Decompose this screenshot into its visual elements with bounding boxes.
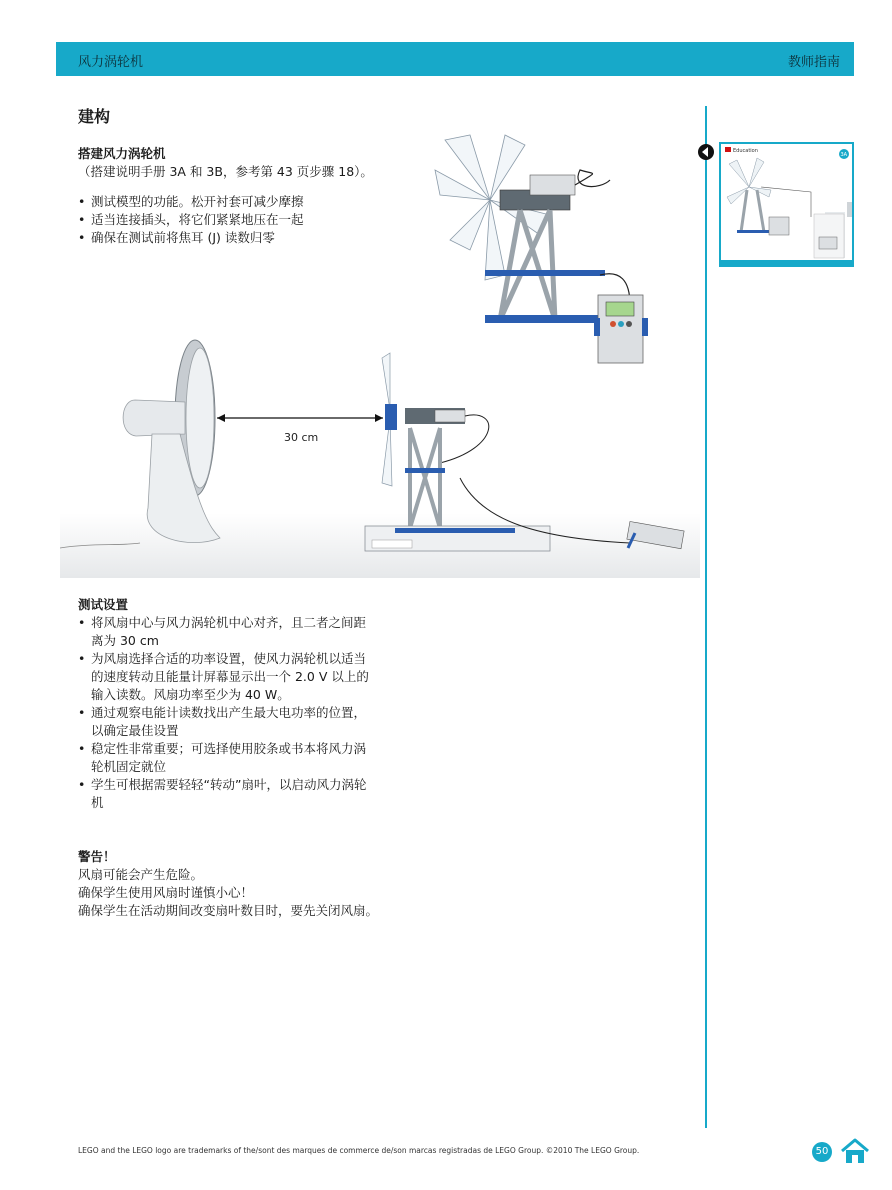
- distance-label: 30 cm: [284, 431, 319, 444]
- build-heading: 搭建风力涡轮机: [78, 146, 166, 161]
- test-setup-list: [78, 614, 378, 812]
- list-item: • 为风扇选择合适的功率设置，使风力涡轮机以适当的速度转动且能量计屏幕显示出一个 2.0 V 以上的输入读数。风扇功率至少为 40 W。: [78, 650, 378, 704]
- page-number: 50: [812, 1142, 832, 1162]
- list-item: • 学生可根据需要轻轻“转动”扇叶，以启动风力涡轮机: [78, 776, 378, 812]
- section-title: 建构: [78, 107, 111, 126]
- home-icon[interactable]: [840, 1137, 870, 1165]
- list-item: • 确保在测试前将焦耳 (J) 读数归零: [78, 229, 398, 247]
- test-setup-illustration: [60, 338, 700, 588]
- turbine-build-illustration: [430, 130, 670, 370]
- header-title: 风力涡轮机: [78, 55, 144, 70]
- test-setup-section: [78, 596, 378, 812]
- list-item: • 测试模型的功能。松开衬套可减少摩擦: [78, 193, 398, 211]
- instructions-thumbnail[interactable]: [719, 142, 854, 267]
- list-item: • 适当连接插头，将它们紧紧地压在一起: [78, 211, 398, 229]
- thumbnail-brand: Education: [733, 148, 758, 154]
- build-section: [78, 145, 398, 247]
- thumbnail-graphic: [719, 142, 854, 267]
- warning-heading: 警告！: [78, 849, 116, 864]
- list-item: • 通过观察电能计读数找出产生最大电功率的位置，以确定最佳设置: [78, 704, 378, 740]
- build-list: [78, 193, 398, 247]
- build-subtext: （搭建说明手册 3A 和 3B，参考第 43 页步骤 18）。: [78, 164, 373, 179]
- warning-line: 风扇可能会产生危险。: [78, 867, 204, 882]
- footer-legal: LEGO and the LEGO logo are trademarks of the/sont des marques de commerce de/son marcas registradas de LEGO Group. ©2010 The LEGO Group.: [78, 1146, 640, 1155]
- list-item: • 稳定性非常重要；可选择使用胶条或书本将风力涡轮机固定就位: [78, 740, 378, 776]
- warning-line: 确保学生使用风扇时谨慎小心！: [78, 885, 254, 900]
- warning-section: [78, 848, 378, 920]
- warning-line: 确保学生在活动期间改变扇叶数目时，要先关闭风扇。: [78, 903, 379, 918]
- test-setup-heading: 测试设置: [78, 597, 129, 612]
- list-item: • 将风扇中心与风力涡轮机中心对齐，且二者之间距离为 30 cm: [78, 614, 378, 650]
- header-bar: [56, 42, 854, 76]
- thumbnail-badge: 3A: [840, 152, 848, 158]
- back-arrow-icon[interactable]: [697, 143, 715, 161]
- sidebar-divider: [705, 106, 707, 1128]
- header-guide-label: 教师指南: [787, 55, 840, 70]
- distance-arrow: [217, 414, 383, 422]
